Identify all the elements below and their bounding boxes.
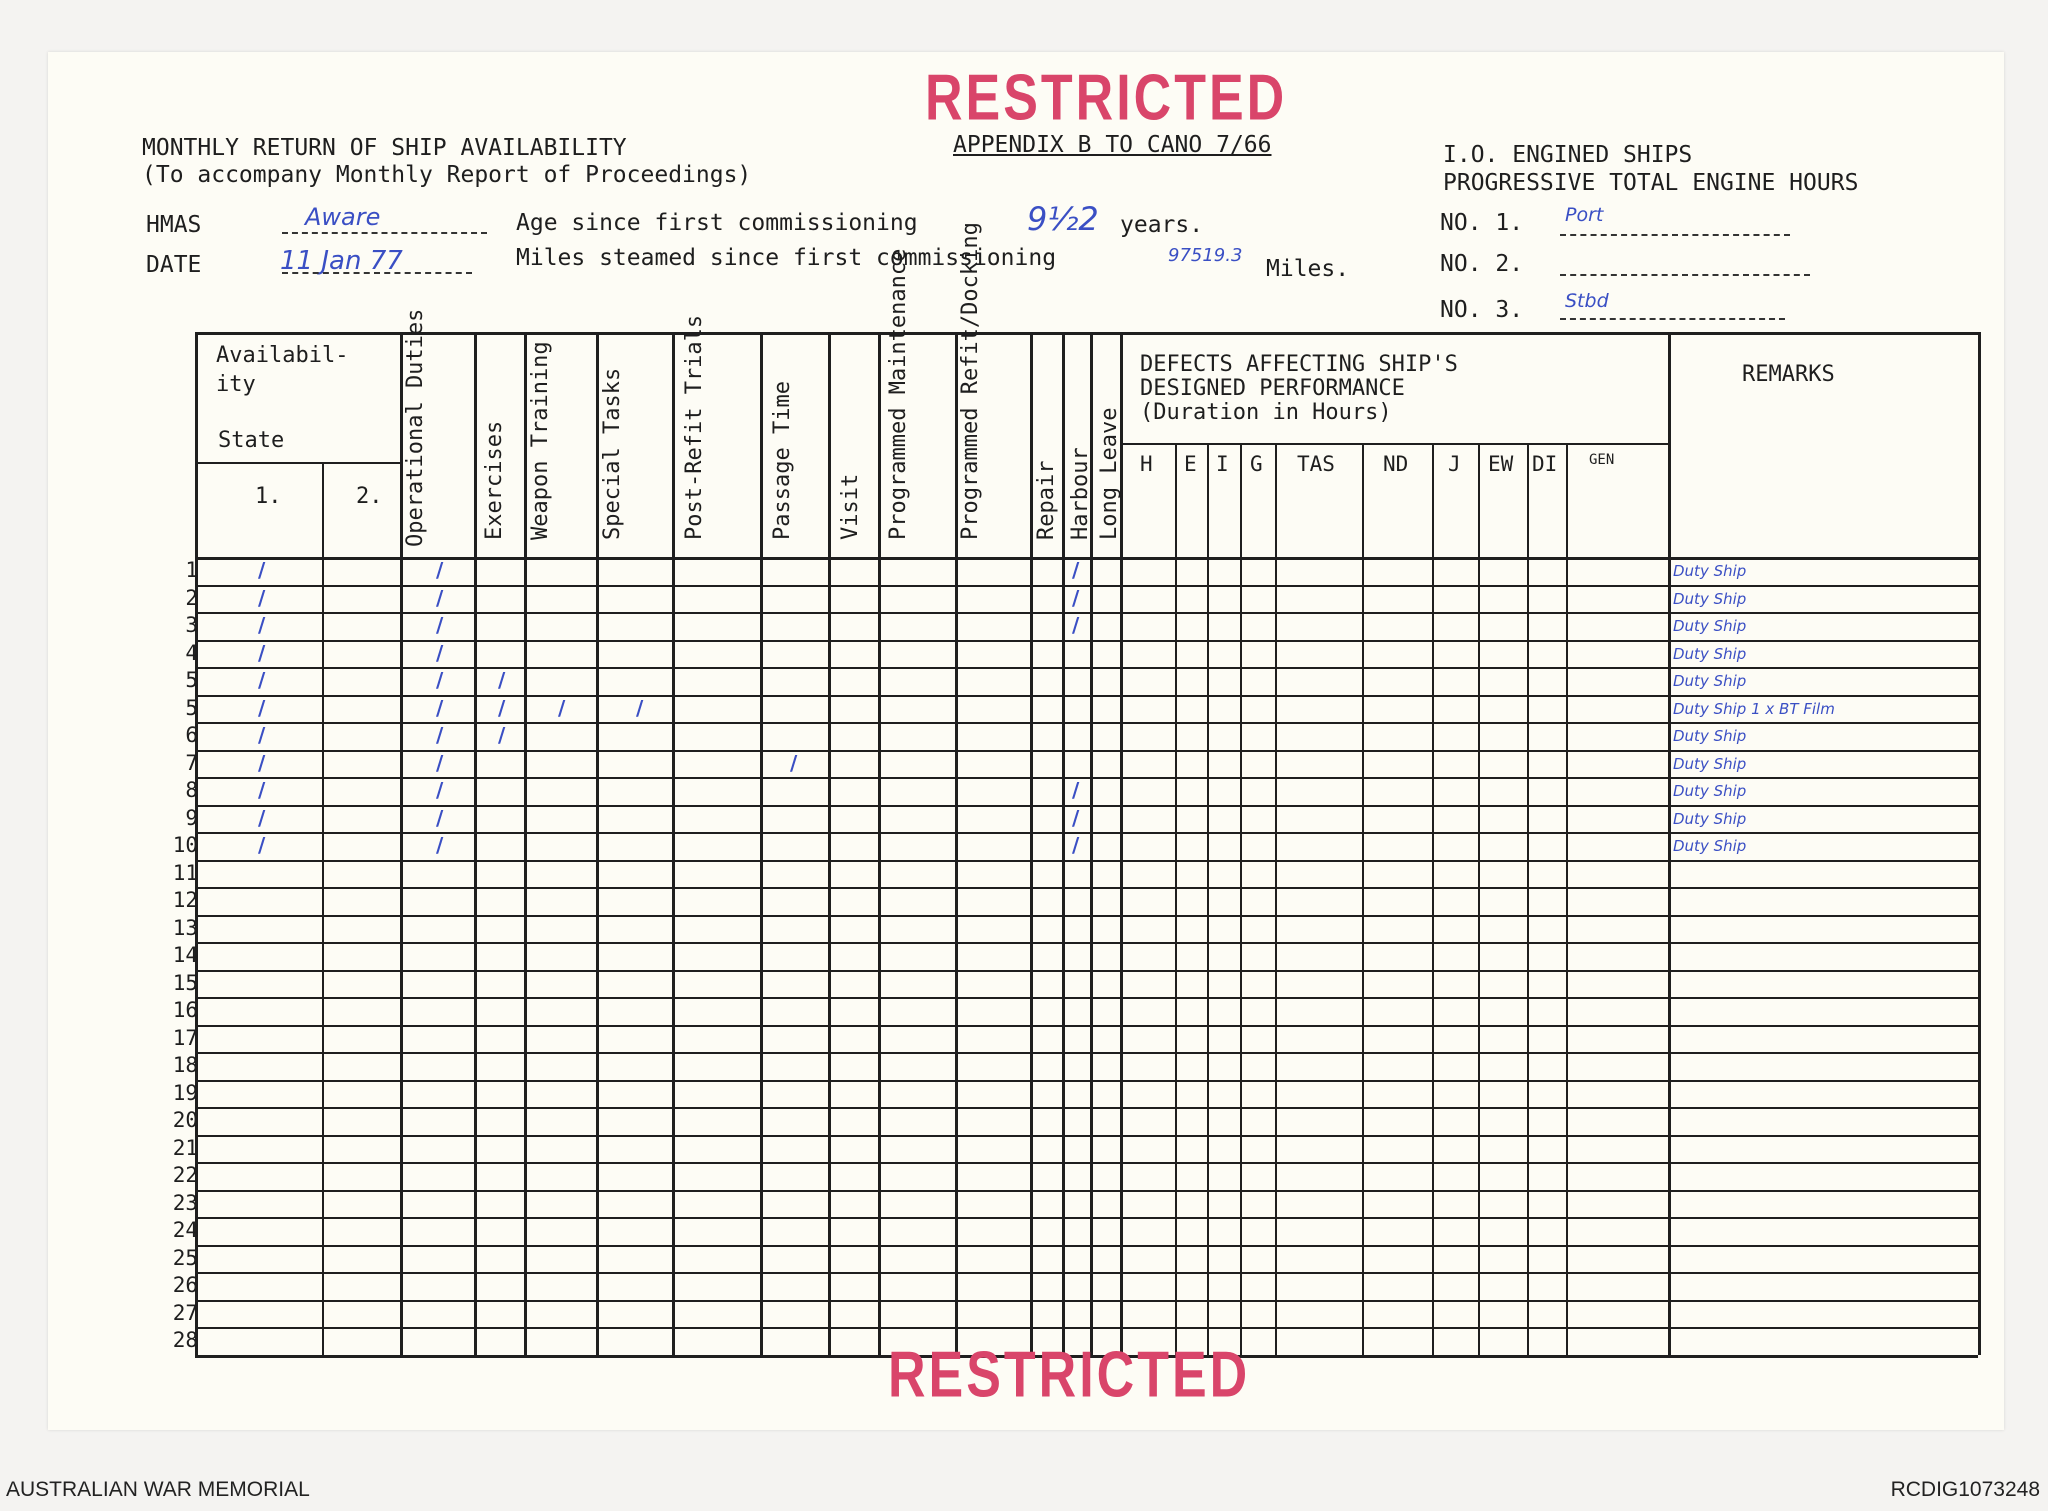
remark-entry: Duty Ship — [1673, 755, 1747, 773]
engine-no2-label: NO. 2. — [1440, 251, 1524, 277]
row-number: 24 — [172, 1218, 198, 1242]
defect-col-h: H — [1140, 452, 1153, 476]
check-mark: / — [498, 668, 506, 692]
engine-hours-title: PROGRESSIVE TOTAL ENGINE HOURS — [1443, 170, 1859, 196]
row-number: 2 — [185, 586, 198, 610]
row-line — [195, 640, 1978, 642]
hmas-label: HMAS — [146, 212, 202, 238]
check-mark: / — [436, 806, 444, 830]
defect-col-i: I — [1216, 452, 1229, 476]
check-mark: / — [258, 833, 266, 857]
row-line — [195, 860, 1978, 862]
check-mark: / — [1072, 778, 1080, 802]
engine-no3-underline — [1560, 318, 1785, 320]
state-2-header: 2. — [356, 484, 383, 509]
col-programmed-maintenance: Programmed Maintenance — [886, 248, 911, 540]
remark-entry: Duty Ship — [1673, 617, 1747, 635]
state-1-header: 1. — [255, 484, 282, 509]
column-line — [878, 332, 881, 1355]
hmas-underline — [282, 232, 487, 234]
col-special-tasks: Special Tasks — [600, 367, 625, 540]
column-line — [596, 332, 599, 1355]
engine-no1-label: NO. 1. — [1440, 210, 1524, 236]
engine-no3-value: Stbd — [1565, 290, 1609, 312]
row-number: 6 — [185, 723, 198, 747]
remark-entry: Duty Ship — [1673, 810, 1747, 828]
row-number: 13 — [172, 916, 198, 940]
remark-entry: Duty Ship — [1673, 837, 1747, 855]
col-repair: Repair — [1034, 460, 1059, 540]
check-mark: / — [436, 833, 444, 857]
miles-value: 97519.3 — [1168, 245, 1243, 266]
defect-col-g: G — [1250, 452, 1263, 476]
row-line — [195, 887, 1978, 889]
row-line — [195, 750, 1978, 752]
row-number: 14 — [172, 943, 198, 967]
column-line — [1062, 332, 1065, 1355]
column-line — [672, 332, 675, 1355]
age-value: 9½2 — [1027, 200, 1099, 238]
check-mark: / — [258, 558, 266, 582]
row-number: 22 — [172, 1163, 198, 1187]
engine-section-title: I.O. ENGINED SHIPS — [1443, 142, 1693, 168]
row-line — [195, 1272, 1978, 1274]
remark-entry: Duty Ship — [1673, 672, 1747, 690]
footer-archive-name: AUSTRALIAN WAR MEMORIAL — [6, 1478, 310, 1501]
engine-no1-value: Port — [1565, 204, 1604, 226]
remark-entry: Duty Ship 1 x BT Film — [1673, 700, 1835, 718]
row-line — [195, 1217, 1978, 1219]
row-number: 4 — [185, 641, 198, 665]
col-programmed-refit: Programmed Refit/Docking — [958, 222, 983, 540]
availability-header: Availabil- — [216, 343, 349, 368]
state-divider — [322, 462, 324, 1355]
age-unit: years. — [1120, 212, 1204, 238]
table-top-border — [195, 332, 1978, 335]
row-line — [195, 1300, 1978, 1302]
row-line — [195, 1052, 1978, 1054]
remark-entry: Duty Ship — [1673, 562, 1747, 580]
row-number: 5 — [185, 668, 198, 692]
engine-no3-label: NO. 3. — [1440, 297, 1524, 323]
row-line — [195, 695, 1978, 697]
row-number: 25 — [172, 1246, 198, 1270]
check-mark: / — [636, 696, 644, 720]
engine-no1-underline — [1560, 234, 1790, 236]
row-number: 10 — [172, 833, 198, 857]
defects-header-2: DESIGNED PERFORMANCE — [1140, 376, 1405, 401]
row-number: 5 — [185, 696, 198, 720]
row-line — [195, 942, 1978, 944]
row-number: 19 — [172, 1081, 198, 1105]
row-number: 21 — [172, 1136, 198, 1160]
column-line — [1668, 332, 1671, 1355]
row-line — [195, 777, 1978, 779]
defect-col-j: J — [1448, 452, 1461, 476]
check-mark: / — [436, 668, 444, 692]
check-mark: / — [258, 586, 266, 610]
date-value: 11 Jan 77 — [280, 246, 403, 276]
availability-header-2: ity — [216, 372, 256, 397]
defect-col-gen: GEN — [1589, 452, 1615, 468]
col-harbour: Harbour — [1068, 447, 1093, 540]
check-mark: / — [436, 751, 444, 775]
row-number: 7 — [185, 751, 198, 775]
remark-entry: Duty Ship — [1673, 590, 1747, 608]
row-number: 17 — [172, 1026, 198, 1050]
row-number: 23 — [172, 1191, 198, 1215]
row-line — [195, 970, 1978, 972]
col-post-refit-trials: Post-Refit Trials — [682, 314, 707, 540]
check-mark: / — [1072, 613, 1080, 637]
row-number: 12 — [172, 888, 198, 912]
column-line — [524, 332, 527, 1355]
check-mark: / — [436, 641, 444, 665]
row-line — [195, 1162, 1978, 1164]
column-line — [474, 332, 477, 1355]
row-number: 3 — [185, 613, 198, 637]
check-mark: / — [258, 751, 266, 775]
check-mark: / — [436, 613, 444, 637]
row-number: 26 — [172, 1273, 198, 1297]
row-number: 16 — [172, 998, 198, 1022]
defect-col-tas: TAS — [1297, 452, 1335, 476]
row-line — [195, 805, 1978, 807]
row-line — [195, 997, 1978, 999]
defects-header-1: DEFECTS AFFECTING SHIP'S — [1140, 352, 1458, 377]
check-mark: / — [1072, 558, 1080, 582]
hmas-value: Aware — [305, 203, 381, 231]
appendix-reference: APPENDIX B TO CANO 7/66 — [953, 132, 1272, 158]
footer-record-id: RCDIG1073248 — [1890, 1478, 2040, 1501]
engine-no2-underline — [1560, 274, 1810, 276]
check-mark: / — [436, 778, 444, 802]
defects-subheader-rule — [1120, 443, 1668, 445]
form-subtitle: (To accompany Monthly Report of Proceedings) — [142, 162, 752, 188]
row-line — [195, 1080, 1978, 1082]
check-mark: / — [258, 806, 266, 830]
row-line — [195, 1135, 1978, 1137]
row-line — [195, 915, 1978, 917]
check-mark: / — [258, 778, 266, 802]
restricted-stamp-top: RESTRICTED — [925, 61, 1288, 135]
check-mark: / — [1072, 586, 1080, 610]
row-line — [195, 1025, 1978, 1027]
check-mark: / — [436, 696, 444, 720]
check-mark: / — [558, 696, 566, 720]
check-mark: / — [436, 723, 444, 747]
check-mark: / — [790, 751, 798, 775]
date-label: DATE — [146, 252, 202, 278]
check-mark: / — [258, 613, 266, 637]
col-weapon-training: Weapon Training — [528, 341, 553, 540]
check-mark: / — [498, 723, 506, 747]
remark-entry: Duty Ship — [1673, 782, 1747, 800]
defect-col-di: DI — [1532, 452, 1558, 476]
age-label: Age since first commissioning — [516, 210, 918, 236]
form-title: MONTHLY RETURN OF SHIP AVAILABILITY — [142, 135, 627, 161]
defects-header-3: (Duration in Hours) — [1140, 400, 1392, 425]
check-mark: / — [258, 696, 266, 720]
row-number: 8 — [185, 778, 198, 802]
column-line — [760, 332, 763, 1355]
row-number: 20 — [172, 1108, 198, 1132]
row-line — [195, 612, 1978, 614]
col-long-leave: Long Leave — [1097, 407, 1122, 540]
defect-col-ew: EW — [1488, 452, 1514, 476]
row-number: 9 — [185, 806, 198, 830]
column-line — [828, 332, 831, 1355]
row-number: 11 — [172, 861, 198, 885]
table-right-border — [1978, 332, 1981, 1355]
miles-label: Miles steamed since first commissioning — [516, 245, 1057, 271]
col-operational-duties: Operational Duties — [403, 308, 428, 547]
miles-unit: Miles. — [1266, 256, 1350, 282]
header-bottom-rule — [195, 557, 1978, 560]
date-underline — [282, 272, 472, 274]
check-mark: / — [258, 668, 266, 692]
col-passage-time: Passage Time — [770, 381, 795, 540]
row-line — [195, 832, 1978, 834]
row-number: 18 — [172, 1053, 198, 1077]
check-mark: / — [1072, 806, 1080, 830]
row-line — [195, 667, 1978, 669]
check-mark: / — [1072, 833, 1080, 857]
defect-col-e: E — [1184, 452, 1197, 476]
check-mark: / — [436, 586, 444, 610]
remark-entry: Duty Ship — [1673, 645, 1747, 663]
row-number: 28 — [172, 1328, 198, 1352]
restricted-stamp-bottom: RESTRICTED — [888, 1338, 1251, 1412]
check-mark: / — [258, 723, 266, 747]
check-mark: / — [436, 558, 444, 582]
column-line — [1030, 332, 1033, 1355]
row-line — [195, 585, 1978, 587]
defect-col-nd: ND — [1383, 452, 1409, 476]
row-number: 1 — [185, 558, 198, 582]
row-line — [195, 1245, 1978, 1247]
row-number: 27 — [172, 1301, 198, 1325]
check-mark: / — [258, 641, 266, 665]
row-number: 15 — [172, 971, 198, 995]
remark-entry: Duty Ship — [1673, 727, 1747, 745]
row-line — [195, 1190, 1978, 1192]
col-exercises: Exercises — [482, 420, 507, 540]
state-label: State — [218, 428, 285, 453]
availability-state-rule — [195, 462, 400, 464]
row-line — [195, 1107, 1978, 1109]
row-line — [195, 1327, 1978, 1329]
row-line — [195, 722, 1978, 724]
col-visit: Visit — [838, 473, 863, 540]
check-mark: / — [498, 696, 506, 720]
remarks-header: REMARKS — [1742, 362, 1835, 387]
